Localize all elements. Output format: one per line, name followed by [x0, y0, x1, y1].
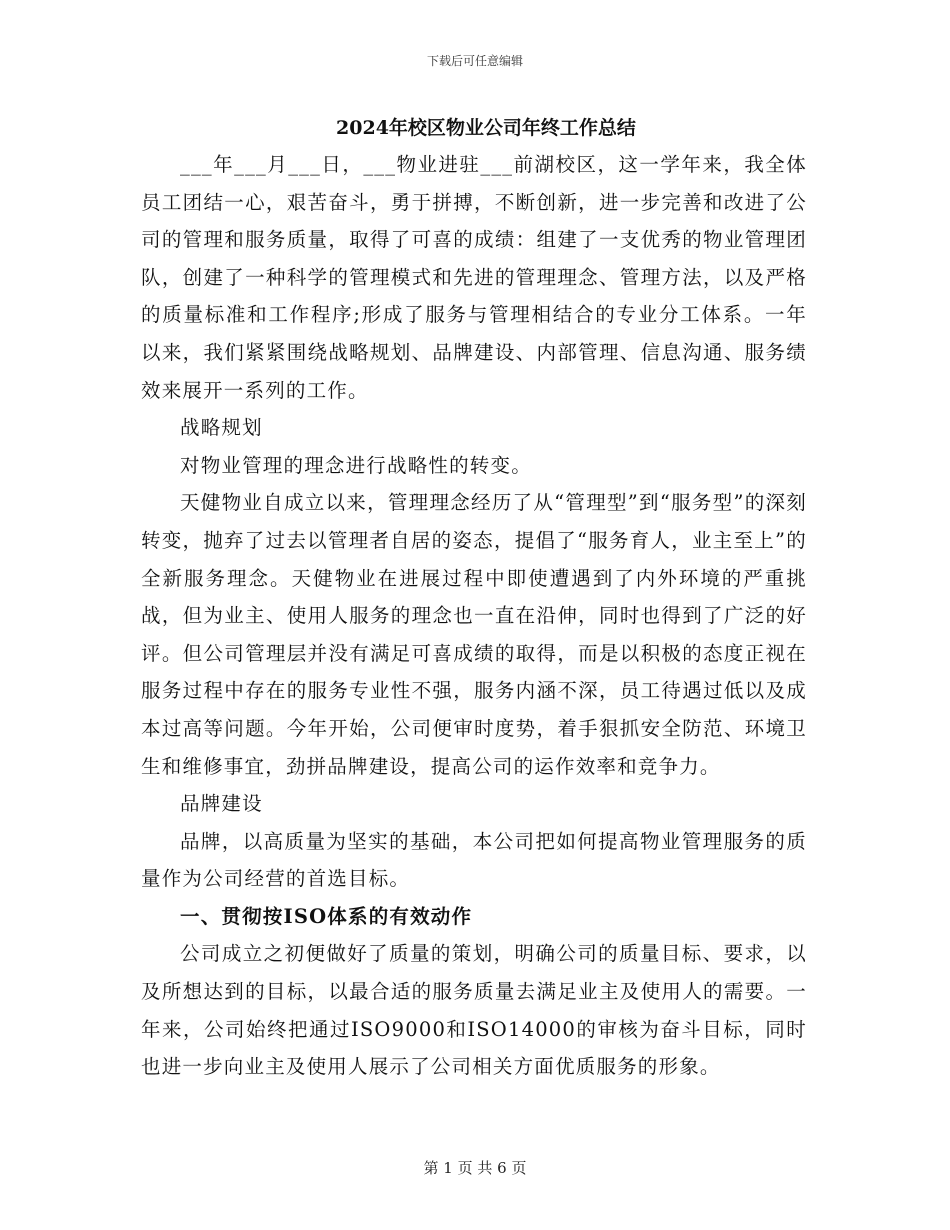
document-body — [141, 110, 807, 1086]
page-header-note: 下载后可任意编辑 — [426, 54, 523, 68]
section-heading-strategy: 战略规划 — [180, 416, 263, 440]
paragraph-iso: 公司成立之初便做好了质量的策划，明确公司的质量目标、要求，以及所想达到的目标，以最合适的服务质量去满足业主及使用人的需要。一年来，公司始终把通过ISO9000和ISO14000的审核为奋斗目标，同时也进一步向业主及使用人展示了公司相关方面优质服务的形象。 — [141, 942, 807, 1079]
section-heading-brand: 品牌建设 — [180, 792, 263, 816]
paragraph-strategy-detail: 天健物业自成立以来，管理理念经历了从“管理型”到“服务型”的深刻转变，抛弃了过去以管理者自居的姿态，提倡了“服务育人，业主至上”的全新服务理念。天健物业在进展过程中即使遭遇到了内外环境的严重挑战，但为业主、使用人服务的理念也一直在沿伸，同时也得到了广泛的好评。但公司管理层并没有满足可喜成绩的取得，而是以积极的态度正视在服务过程中存在的服务专业性不强，服务内涵不深，员工待遇过低以及成本过高等问题。今年开始，公司便审时度势，着手狠抓安全防范、环境卫生和维修事宜，劲拼品牌建设，提高公司的运作效率和竞争力。 — [141, 491, 807, 778]
paragraph-brand: 品牌，以高质量为坚实的基础，本公司把如何提高物业管理服务的质量作为公司经营的首选目标。 — [141, 829, 807, 891]
paragraph-intro: ___年___月___日，___物业进驻___前湖校区，这一学年来，我全体员工团结一心，艰苦奋斗，勇于拼搏，不断创新，进一步完善和改进了公司的管理和服务质量，取得了可喜的成绩：组建了一支优秀的物业管理团队，创建了一种科学的管理模式和先进的管理理念、管理方法，以及严格的质量标准和工作程序;形成了服务与管理相结合的专业分工体系。一年以来，我们紧紧围绕战略规划、品牌建设、内部管理、信息沟通、服务绩效来展开一系列的工作。 — [141, 153, 807, 402]
subsection-heading-iso: 一、贯彻按ISO体系的有效动作 — [180, 904, 473, 928]
paragraph-strategy-summary: 对物业管理的理念进行战略性的转变。 — [180, 453, 532, 477]
document-title: 2024年校区物业公司年终工作总结 — [336, 117, 636, 139]
page-number-footer: 第 1 页 共 6 页 — [423, 1159, 527, 1177]
